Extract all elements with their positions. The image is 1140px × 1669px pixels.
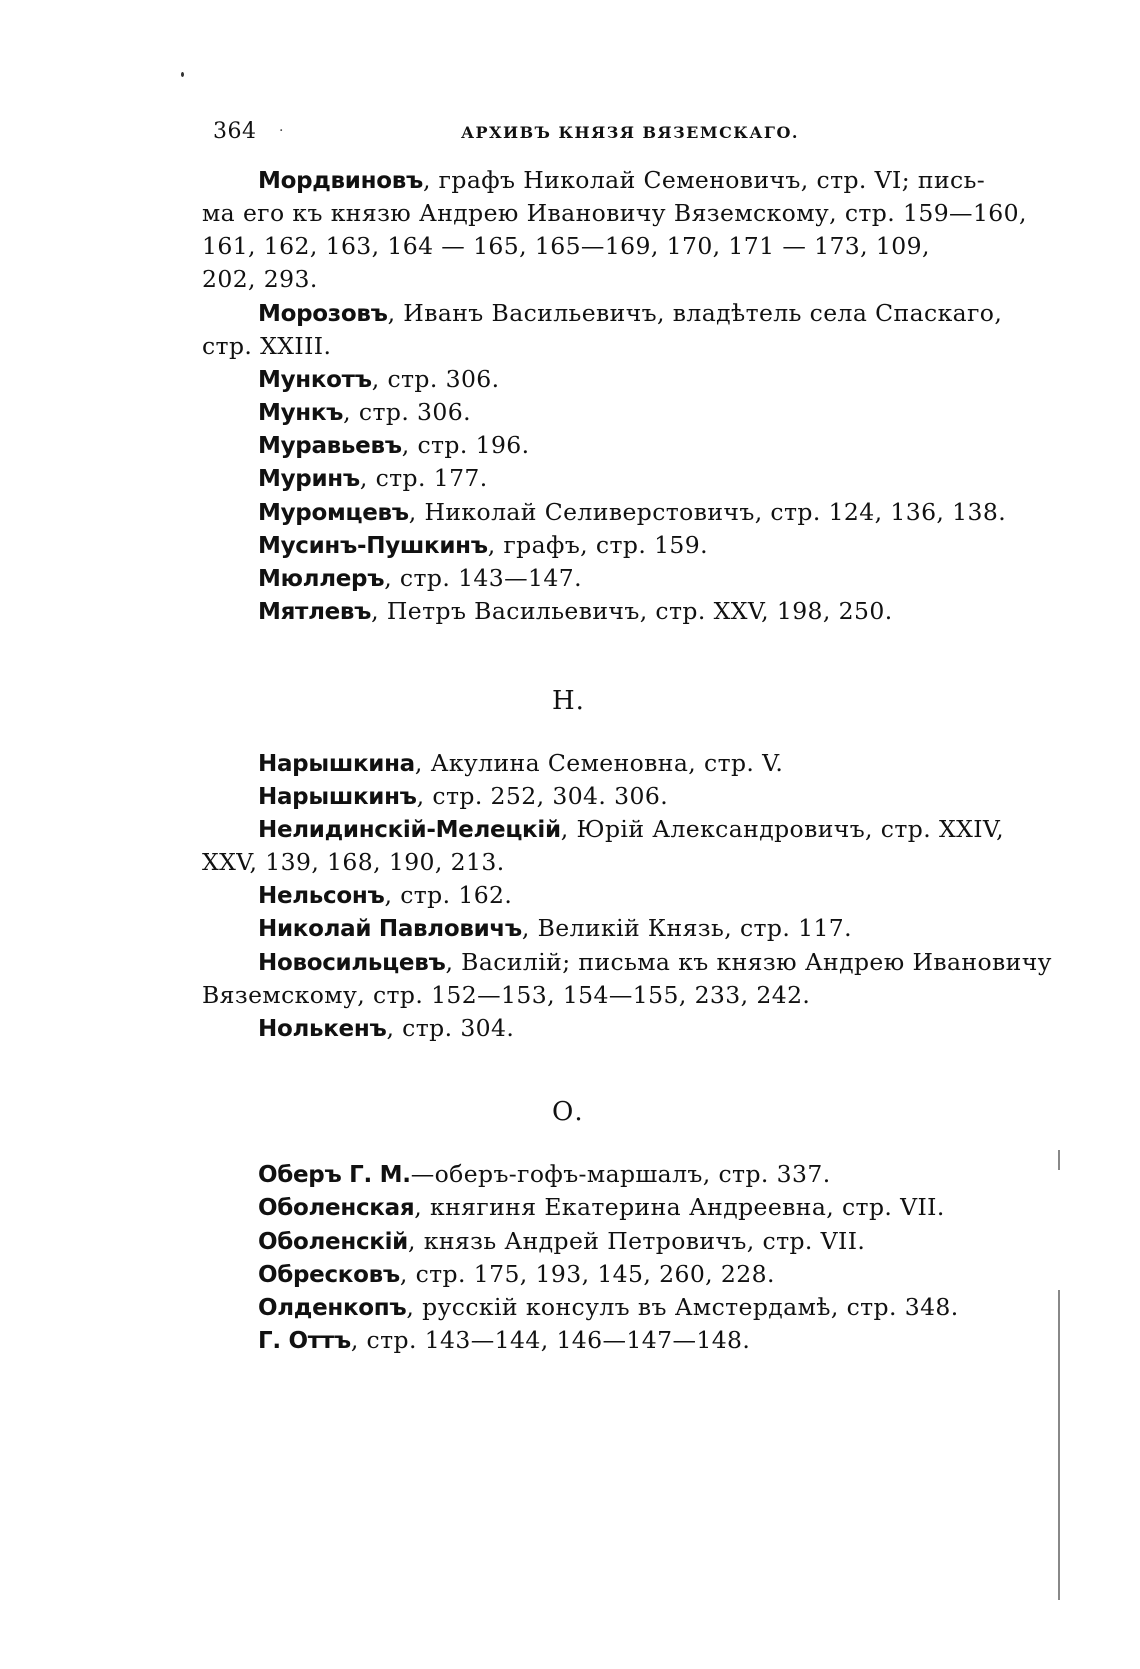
- entry-name: Г. Оттъ: [258, 1328, 351, 1354]
- index-entry: [258, 912, 852, 945]
- entry-name: Нолькенъ: [258, 1016, 387, 1042]
- index-entry: [258, 462, 488, 495]
- running-title: АРХИВЪ КНЯЗЯ ВЯЗЕМСКАГО.: [461, 123, 799, 142]
- entry-text: , стр. 175, 193, 145, 260, 228.: [399, 1260, 775, 1288]
- index-entry: [258, 164, 985, 197]
- entry-name: Мятлевъ: [258, 599, 372, 625]
- entry-text: , стр. 196.: [401, 431, 530, 459]
- entry-text: , Василій; письма къ князю Андрею Ивановичу: [445, 948, 1052, 976]
- entry-name: Оболенская: [258, 1195, 415, 1221]
- entry-name: Нельсонъ: [258, 883, 385, 909]
- margin-speck: [181, 72, 184, 77]
- entry-name: Нарышкинъ: [258, 784, 417, 810]
- entry-continuation: XXV, 139, 168, 190, 213.: [202, 848, 505, 876]
- entry-text: , княгиня Екатерина Андреевна, стр. VII.: [414, 1193, 945, 1221]
- entry-text: , стр. 306.: [343, 398, 471, 426]
- entry-continuation: стр. XXIII.: [202, 332, 332, 360]
- index-entry: [258, 780, 668, 813]
- entry-text: , стр. 304.: [386, 1014, 515, 1042]
- index-entry: [258, 1291, 959, 1324]
- entry-name: Нарышкина: [258, 751, 415, 777]
- entry-name: Мункъ: [258, 400, 344, 426]
- section-heading-o: О.: [552, 1097, 584, 1127]
- index-entry: [258, 396, 471, 429]
- entry-text: —оберъ-гофъ-маршалъ, стр. 337.: [410, 1160, 831, 1188]
- entry-text: , Великій Князь, стр. 117.: [521, 914, 853, 942]
- entry-text: , стр. 177.: [359, 464, 488, 492]
- index-entry: [258, 946, 1052, 979]
- entry-text: , Юрій Александровичъ, стр. XXIV,: [560, 815, 1005, 843]
- entry-text: , графъ, стр. 159.: [487, 531, 708, 559]
- entry-name: Мункотъ: [258, 367, 372, 393]
- running-head: [213, 119, 993, 149]
- entry-name: Оболенскій: [258, 1229, 408, 1255]
- index-entry: [258, 747, 783, 780]
- page-edge-line: [1058, 1150, 1060, 1170]
- index-entry: [258, 1225, 865, 1258]
- entry-text: , стр. 252, 304. 306.: [416, 782, 669, 810]
- entry-name: Николай Павловичъ: [258, 916, 522, 942]
- entry-name: Муравьевъ: [258, 433, 402, 459]
- entry-text: , стр. 143—144, 146—147—148.: [350, 1326, 751, 1354]
- index-entry: [258, 297, 1002, 330]
- index-entry: [258, 813, 1004, 846]
- entry-text: , стр. 143—147.: [384, 564, 582, 592]
- entry-name: Новосильцевъ: [258, 950, 446, 976]
- index-entry: [258, 1158, 831, 1191]
- entry-text: , стр. 306.: [371, 365, 500, 393]
- entry-name: Морозовъ: [258, 301, 388, 327]
- header-dot: ·: [279, 123, 284, 139]
- index-entry: [258, 879, 512, 912]
- entry-name: Олденкопъ: [258, 1295, 407, 1321]
- entry-name: Муринъ: [258, 466, 360, 492]
- index-entry: [258, 529, 708, 562]
- index-entry: [258, 496, 1006, 529]
- index-entry: [258, 1012, 514, 1045]
- entry-continuation: 202, 293.: [202, 265, 318, 293]
- entry-name: Мусинъ-Пушкинъ: [258, 533, 488, 559]
- entry-text: , русскій консулъ въ Амстердамѣ, стр. 348.: [406, 1293, 959, 1321]
- index-entry: [258, 1258, 775, 1291]
- index-entry: [258, 363, 500, 396]
- entry-name: Мюллеръ: [258, 566, 385, 592]
- entry-name: Оберъ Г. М.: [258, 1162, 411, 1188]
- entry-name: Муромцевъ: [258, 500, 409, 526]
- entry-continuation: ма его къ князю Андрею Ивановичу Вяземскому, стр. 159—160,: [202, 199, 1027, 227]
- entry-continuation: 161, 162, 163, 164 — 165, 165—169, 170, 171 — 173, 109,: [202, 232, 930, 260]
- entry-text: , Николай Селиверстовичъ, стр. 124, 136, 138.: [408, 498, 1007, 526]
- index-entry: [258, 562, 582, 595]
- entry-text: , графъ Николай Семеновичъ, стр. VI; пись-: [422, 166, 986, 194]
- entry-text: , Петръ Васильевичъ, стр. XXV, 198, 250.: [371, 597, 893, 625]
- index-entry: [258, 1324, 750, 1357]
- entry-name: Мордвиновъ: [258, 168, 423, 194]
- page-edge-line: [1058, 1290, 1060, 1600]
- entry-text: , Акулина Семеновна, стр. V.: [414, 749, 784, 777]
- index-entry: [258, 429, 530, 462]
- entry-text: , князь Андрей Петровичъ, стр. VII.: [408, 1227, 866, 1255]
- entry-continuation: Вяземскому, стр. 152—153, 154—155, 233, 242.: [202, 981, 811, 1009]
- page-number: 364: [213, 119, 257, 144]
- section-heading-n: Н.: [552, 686, 585, 716]
- entry-text: , Иванъ Васильевичъ, владѣтель села Спаскаго,: [387, 299, 1003, 327]
- entry-name: Обресковъ: [258, 1262, 400, 1288]
- index-entry: [258, 595, 893, 628]
- index-entry: [258, 1191, 945, 1224]
- entry-text: , стр. 162.: [384, 881, 513, 909]
- entry-name: Нелидинскій-Мелецкій: [258, 817, 561, 843]
